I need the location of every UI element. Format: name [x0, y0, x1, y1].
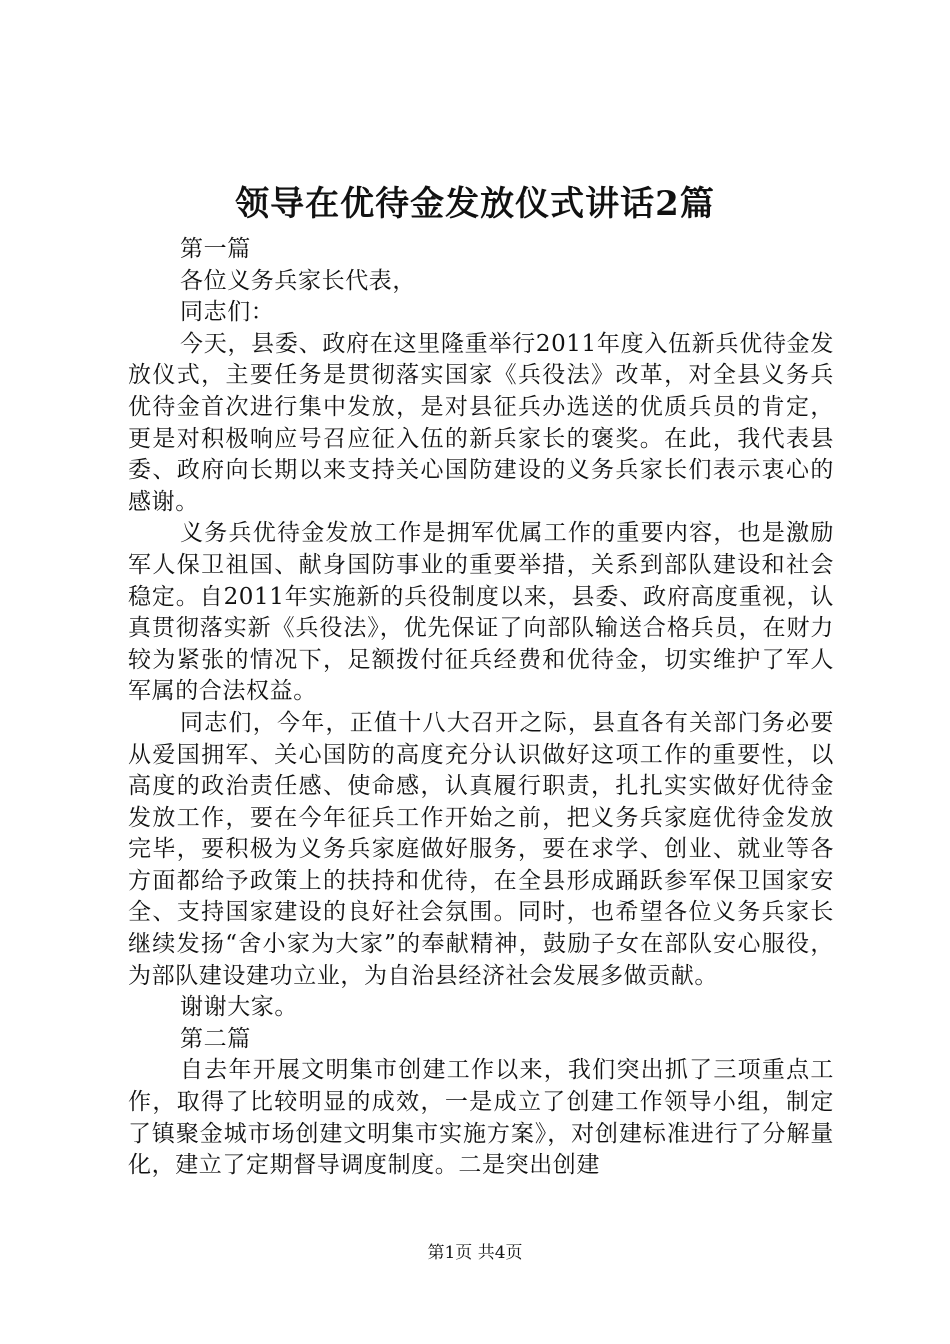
paragraph: 同志们，今年，正值十八大召开之际，县直各有关部门务必要从爱国拥军、关心国防的高度充分认识做好这项工作的重要性，以高度的政治责任感、使命感，认真履行职责，扎扎实实做好优待金发放工作，要在今年征兵工作开始之前，把义务兵家庭优待金发放完毕，要积极为义务兵家庭做好服务，要在求学、创业、就业等各方面都给予政策上的扶持和优待，在全县形成踊跃参军保卫国家安全、支持国家建设的良好社会氛围。同时，也希望各位义务兵家长继续发扬“舍小家为大家”的奉献精神，鼓励子女在部队安心服役，为部队建设建功立业，为自治县经济社会发展多做贡献。 [128, 709, 834, 989]
document-title: 领导在优待金发放仪式讲话2篇 [235, 184, 715, 224]
page-footer: 第1页 共4页 [427, 1243, 523, 1263]
section-heading-2: 第二篇 [180, 1025, 251, 1052]
document-body [128, 234, 834, 1182]
paragraph: 义务兵优待金发放工作是拥军优属工作的重要内容，也是激励军人保卫祖国、献身国防事业的重要举措，关系到部队建设和社会稳定。自2011年实施新的兵役制度以来，县委、政府高度重视，认真贯彻落实新《兵役法》，优先保证了向部队输送合格兵员，在财力较为紧张的情况下，足额拨付征兵经费和优待金，切实维护了军人军属的合法权益。 [128, 520, 834, 705]
salutation-comrades: 同志们： [180, 299, 275, 326]
salutation-parents: 各位义务兵家长代表， [180, 267, 416, 294]
section-heading-1: 第一篇 [180, 236, 251, 262]
paragraph: 今天，县委、政府在这里隆重举行2011年度入伍新兵优待金发放仪式，主要任务是贯彻落实国家《兵役法》改革，对全县义务兵优待金首次进行集中发放，是对县征兵办选送的优质兵员的肯定，更是对积极响应号召应征入伍的新兵家长的褒奖。在此，我代表县委、政府向长期以来支持关心国防建设的义务兵家长们表示衷心的感谢。 [128, 330, 834, 515]
closing-remark: 谢谢大家。 [180, 994, 298, 1021]
paragraph: 自去年开展文明集市创建工作以来，我们突出抓了三项重点工作，取得了比较明显的成效，一是成立了创建工作领导小组，制定了镇聚金城市场创建文明集市实施方案》，对创建标准进行了分解量化，建立了定期督导调度制度。二是突出创建 [128, 1057, 834, 1179]
